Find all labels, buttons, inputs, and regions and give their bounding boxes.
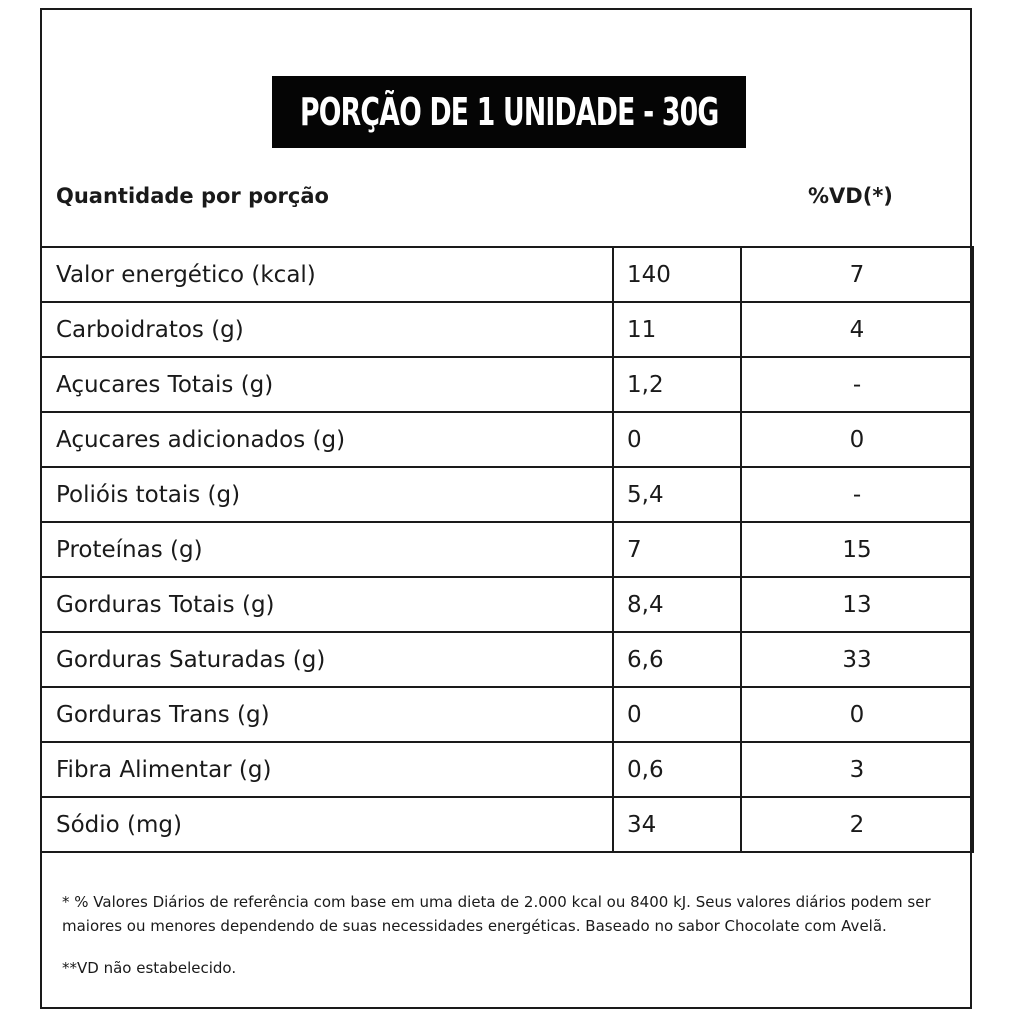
nutrient-name: Açucares adicionados (g) xyxy=(41,412,613,467)
table-row xyxy=(41,797,973,852)
nutrient-daily-value: 33 xyxy=(741,632,973,687)
table-row xyxy=(41,742,973,797)
nutrient-name: Sódio (mg) xyxy=(41,797,613,852)
nutrient-name: Carboidratos (g) xyxy=(41,302,613,357)
nutrient-name: Fibra Alimentar (g) xyxy=(41,742,613,797)
nutrient-quantity: 0 xyxy=(613,687,741,742)
nutrient-quantity: 140 xyxy=(613,247,741,302)
nutrient-name: Valor energético (kcal) xyxy=(41,247,613,302)
nutrient-quantity: 1,2 xyxy=(613,357,741,412)
table-row xyxy=(41,632,973,687)
quantity-per-serving-heading: Quantidade por porção xyxy=(56,184,329,208)
nutrient-name: Gorduras Saturadas (g) xyxy=(41,632,613,687)
nutrient-quantity: 0,6 xyxy=(613,742,741,797)
daily-value-footnote: * % Valores Diários de referência com base em uma dieta de 2.000 kcal ou 8400 kJ. Seus valores diários podem ser maiores ou menores dependendo de suas necessidades energéticas. Baseado no sabor Chocolate com Avelã. xyxy=(62,893,931,935)
nutrient-daily-value: 3 xyxy=(741,742,973,797)
footnotes xyxy=(62,890,952,980)
nutrient-quantity: 0 xyxy=(613,412,741,467)
nutrient-daily-value: 0 xyxy=(741,412,973,467)
serving-size-text: PORÇÃO DE 1 UNIDADE - 30G xyxy=(299,90,719,134)
table-row xyxy=(41,412,973,467)
nutrient-name: Açucares Totais (g) xyxy=(41,357,613,412)
table-row xyxy=(41,302,973,357)
nutrient-quantity: 5,4 xyxy=(613,467,741,522)
nutrient-name: Proteínas (g) xyxy=(41,522,613,577)
not-established-footnote: **VD não estabelecido. xyxy=(62,959,237,977)
nutrient-quantity: 11 xyxy=(613,302,741,357)
nutrient-quantity: 8,4 xyxy=(613,577,741,632)
table-row xyxy=(41,577,973,632)
nutrition-table xyxy=(40,246,974,853)
nutrient-daily-value: 15 xyxy=(741,522,973,577)
nutrient-name: Gorduras Trans (g) xyxy=(41,687,613,742)
nutrient-daily-value: 4 xyxy=(741,302,973,357)
nutrient-daily-value: 13 xyxy=(741,577,973,632)
nutrition-facts-panel xyxy=(40,8,972,1009)
nutrient-daily-value: 0 xyxy=(741,687,973,742)
table-row xyxy=(41,687,973,742)
nutrient-quantity: 6,6 xyxy=(613,632,741,687)
table-row xyxy=(41,247,973,302)
nutrient-daily-value: - xyxy=(741,357,973,412)
serving-size-banner xyxy=(272,76,746,148)
nutrient-name: Gorduras Totais (g) xyxy=(41,577,613,632)
nutrient-name: Polióis totais (g) xyxy=(41,467,613,522)
nutrient-daily-value: 2 xyxy=(741,797,973,852)
table-row xyxy=(41,357,973,412)
table-row xyxy=(41,467,973,522)
nutrient-daily-value: - xyxy=(741,467,973,522)
nutrient-daily-value: 7 xyxy=(741,247,973,302)
nutrient-quantity: 7 xyxy=(613,522,741,577)
nutrient-quantity: 34 xyxy=(613,797,741,852)
table-row xyxy=(41,522,973,577)
daily-value-heading: %VD(*) xyxy=(808,184,893,208)
